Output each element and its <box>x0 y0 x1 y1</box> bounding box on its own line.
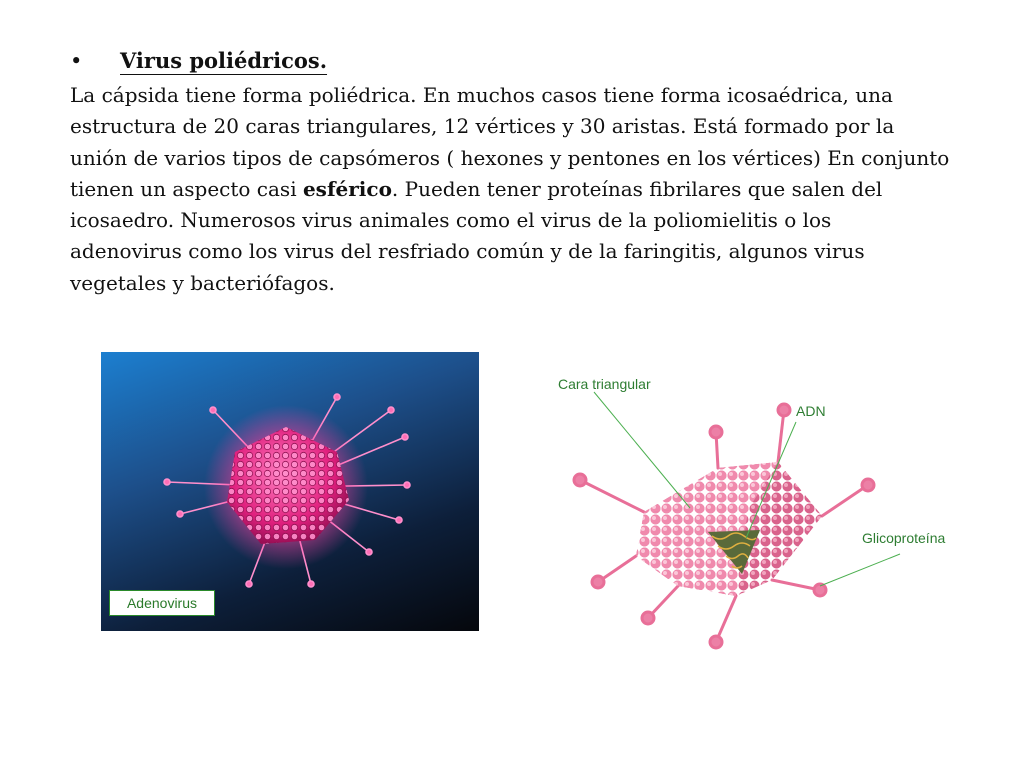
adenovirus-label: Adenovirus <box>109 590 215 616</box>
paragraph-line-1: La cápsida tiene forma poliédrica. En muchos casos tiene forma icosaédrica, una <box>70 83 893 107</box>
icosahedral-virus-diagram <box>540 360 980 700</box>
bullet-heading-line <box>70 48 327 73</box>
bold-term-esferico: esférico <box>302 176 392 201</box>
bullet-marker: • <box>70 49 83 73</box>
label-glicoproteina: Glicoproteína <box>862 530 946 546</box>
section-heading: Virus poliédricos. <box>120 48 328 73</box>
paragraph-line-4 <box>70 174 980 205</box>
paragraph-line-7: vegetales y bacteriófagos. <box>70 270 335 295</box>
label-adn: ADN <box>796 403 826 419</box>
icosahedron-faces <box>636 462 822 596</box>
paragraph-line-2: estructura de 20 caras triangulares, 12 vértices y 30 aristas. Está formado por la <box>70 114 895 139</box>
paragraph-line-5: icosaedro. Numerosos virus animales como el virus de la poliomielitis o los <box>70 208 832 233</box>
line4-text-before: tienen un aspecto casi <box>70 176 303 201</box>
line4-text-after: . Pueden tener proteínas fibrilares que salen del <box>391 176 883 201</box>
label-cara-triangular: Cara triangular <box>558 376 651 392</box>
paragraph-line-3: unión de varios tipos de capsómeros ( hexones y pentones en los vértices) En conjunto <box>70 145 950 170</box>
body-paragraph <box>70 80 980 299</box>
paragraph-line-6: adenovirus como los virus del resfriado común y de la faringitis, algunos virus <box>70 239 865 264</box>
